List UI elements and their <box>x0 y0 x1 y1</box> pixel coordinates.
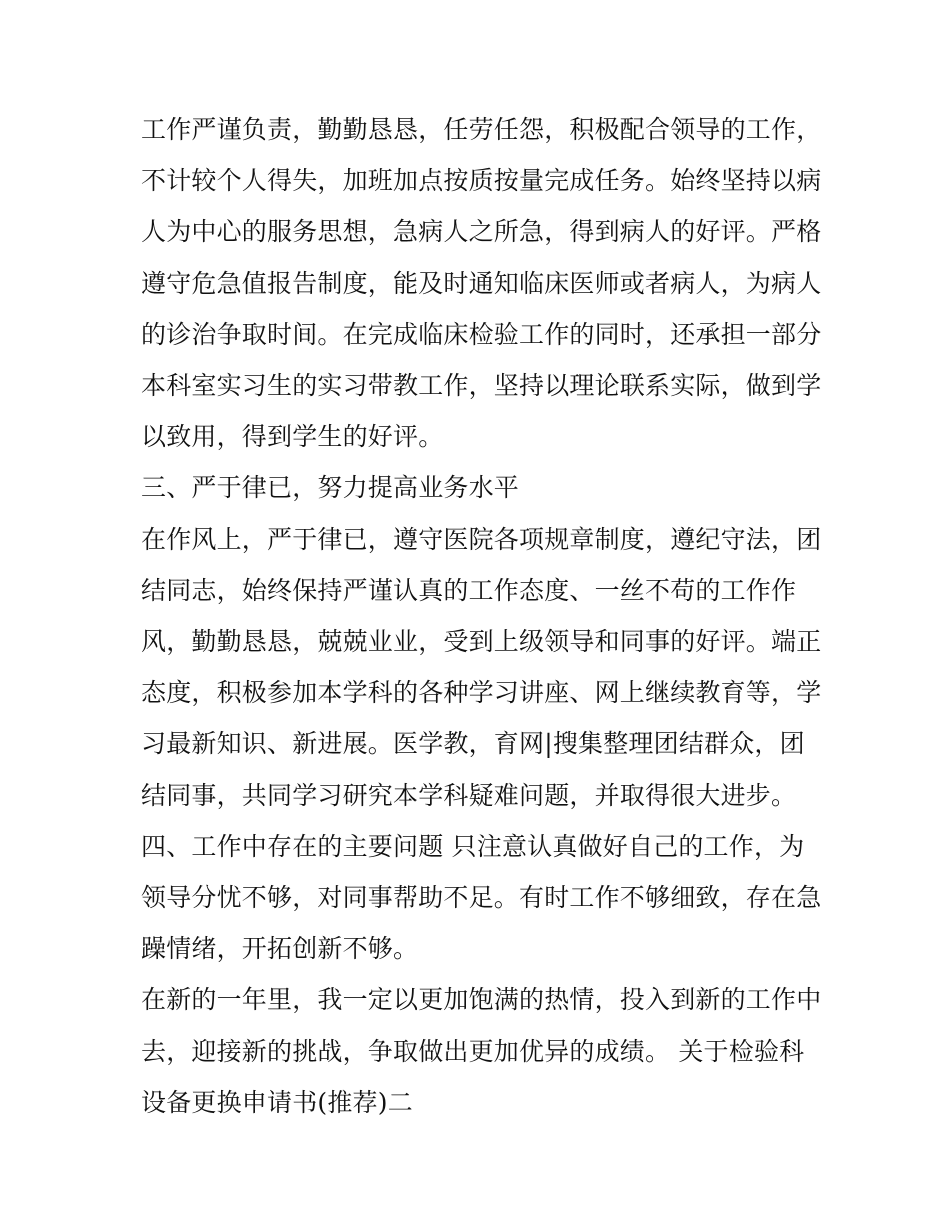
text-line: 态度，积极参加本学科的各种学习讲座、网上继续教育等，学 <box>141 678 822 708</box>
text-line: 遵守危急值报告制度，能及时通知临床医师或者病人，为病人 <box>141 268 822 298</box>
text-line: 在作风上，严于律已，遵守医院各项规章制度，遵纪守法，团 <box>141 524 822 554</box>
section-heading: 三、严于律已，努力提高业务水平 <box>141 473 520 503</box>
text-line: 领导分忧不够，对同事帮助不足。有时工作不够细致，存在急 <box>141 883 822 913</box>
document-body <box>141 104 821 1128</box>
text-line: 在新的一年里，我一定以更加饱满的热情，投入到新的工作中 <box>141 985 822 1015</box>
text-line: 风，勤勤恳恳，兢兢业业，受到上级领导和同事的好评。端正 <box>141 627 822 657</box>
text-line: 结同志，始终保持严谨认真的工作态度、一丝不苟的工作作 <box>141 575 797 605</box>
text-line: 躁情绪，开拓创新不够。 <box>141 934 419 964</box>
text-line: 人为中心的服务思想，急病人之所急，得到病人的好评。严格 <box>141 217 822 247</box>
text-line: 习最新知识、新进展。医学教，育网|搜集整理团结群众，团 <box>141 729 805 759</box>
text-line: 的诊治争取时间。在完成临床检验工作的同时，还承担一部分 <box>141 319 822 349</box>
text-line: 设备更换申请书(推荐)二 <box>141 1087 413 1117</box>
section-heading: 四、工作中存在的主要问题 只注意认真做好自己的工作，为 <box>141 831 805 861</box>
text-line: 工作严谨负责，勤勤恳恳，任劳任怨，积极配合领导的工作， <box>141 115 822 144</box>
text-line: 结同事，共同学习研究本学科疑难问题，并取得很大进步。 <box>141 780 797 810</box>
text-line: 本科室实习生的实习带教工作，坚持以理论联系实际，做到学 <box>141 371 822 401</box>
text-line: 以致用，得到学生的好评。 <box>141 422 444 452</box>
text-line: 不计较个人得失，加班加点按质按量完成任务。始终坚持以病 <box>141 166 822 196</box>
text-line: 去，迎接新的挑战，争取做出更加优异的成绩。 关于检验科 <box>141 1036 805 1066</box>
